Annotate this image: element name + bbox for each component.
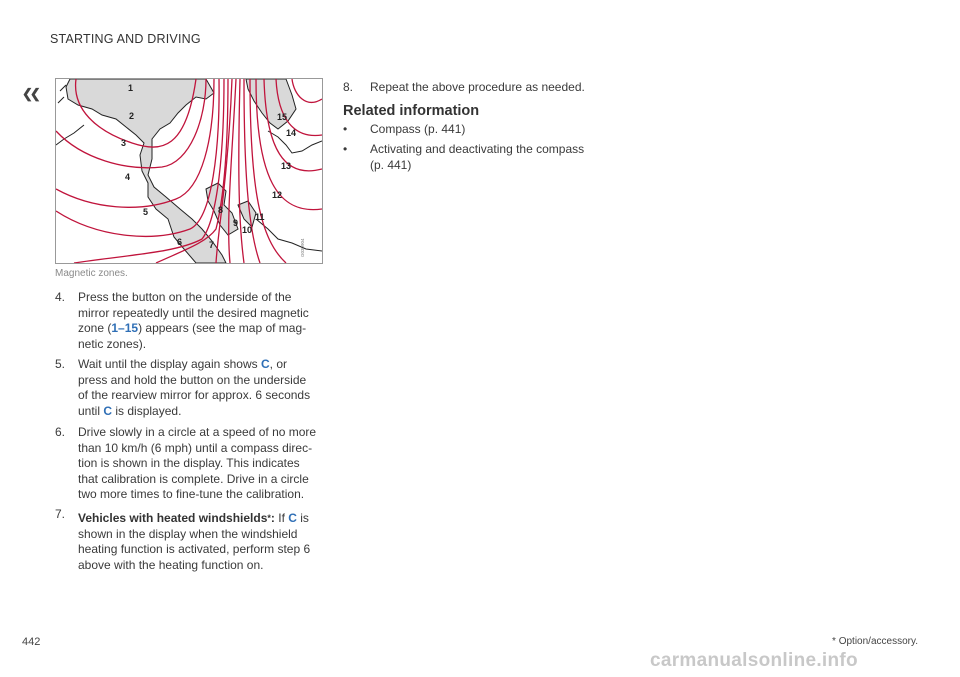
step-4 [55, 290, 330, 354]
step-line: above with the heating function on. [78, 557, 264, 572]
bullet: • [343, 142, 348, 156]
colon: : [270, 511, 275, 525]
page-header-title: STARTING AND DRIVING [50, 32, 201, 46]
zone-label: 6 [177, 237, 183, 247]
step-line: than 10 km/h (6 mph) until a compass direc- [78, 440, 313, 455]
zone-label: 15 [277, 112, 288, 122]
zone-line [292, 79, 322, 102]
step-line [78, 321, 309, 337]
step-line: heating function is activated, perform step 6 [78, 542, 311, 556]
zone-line [229, 79, 239, 263]
step-line: Press the button on the underside of the [78, 290, 292, 304]
zone-label: 8 [218, 205, 224, 215]
double-chevron-left-icon[interactable]: ❮❮ [22, 86, 38, 101]
map-coast-east [256, 131, 322, 251]
step-line [78, 404, 310, 420]
text-run: ) appears (see the map of mag- [138, 321, 307, 335]
related-line: Activating and deactivating the compass [370, 142, 585, 156]
text-run: is displayed. [112, 403, 182, 418]
step-number: 5. [55, 357, 66, 371]
step-line: Repeat the above procedure as needed. [370, 80, 585, 94]
zone-label: 3 [121, 138, 127, 148]
step-line: shown in the display when the windshield [78, 526, 298, 541]
display-c-highlight: C [260, 357, 270, 371]
step-line [78, 511, 310, 527]
related-item[interactable] [343, 142, 623, 176]
step-number: 6. [55, 425, 66, 439]
text-run: If [274, 511, 289, 525]
zone-label: 2 [129, 111, 135, 121]
figure-caption: Magnetic zones. [55, 268, 128, 279]
related-line: (p. 441) [370, 157, 412, 172]
zone-label: 5 [143, 207, 149, 217]
step-7 [55, 507, 330, 575]
zone-label: 11 [255, 212, 265, 222]
step-number: 7. [55, 507, 66, 521]
zone-label: 4 [125, 172, 131, 182]
step-line: of the rearview mirror for approx. 6 seconds [78, 388, 311, 402]
page-number: 442 [22, 636, 41, 648]
map-landmass-north-america [66, 79, 226, 263]
step-line: tion is shown in the display. This indicates [78, 456, 300, 470]
figure-image-code: G030904 [300, 238, 305, 257]
related-link-compass[interactable]: Compass (p. 441) [370, 122, 466, 136]
magnetic-zones-map [55, 78, 323, 264]
text-run: Wait until the display again shows [78, 357, 261, 371]
step-text [78, 511, 310, 573]
text-run: until [78, 403, 104, 418]
zone-label: 10 [242, 225, 253, 235]
step-line: that calibration is complete. Drive in a circle [78, 471, 309, 486]
step-5 [55, 357, 330, 421]
zone-range-highlight: 1–15 [111, 321, 139, 335]
related-information-heading: Related information [343, 103, 480, 119]
related-item[interactable] [343, 122, 623, 140]
text-run: , or [269, 357, 287, 371]
magnetic-zones-map-svg [56, 79, 322, 263]
step-line [78, 357, 310, 373]
zone-label: 14 [286, 128, 297, 138]
display-c-highlight: C [288, 511, 297, 525]
step-text [78, 357, 310, 419]
zone-label: 12 [272, 190, 283, 200]
step-text [370, 80, 585, 96]
zone-label: 7 [209, 240, 215, 250]
step-line: Drive slowly in a circle at a speed of no more [78, 425, 317, 439]
footnote: * Option/accessory. [832, 636, 918, 647]
step-line: press and hold the button on the underside [78, 372, 307, 387]
step-line: two more times to fine-tune the calibration. [78, 487, 305, 501]
step-line: mirror repeatedly until the desired magnetic [78, 305, 309, 320]
step-number: 8. [343, 80, 354, 94]
related-link-activating-compass[interactable] [370, 142, 584, 173]
step-number: 4. [55, 290, 66, 304]
step-6 [55, 425, 330, 505]
text-run: zone ( [78, 321, 112, 335]
step-text [78, 290, 309, 352]
zone-label: 13 [281, 161, 292, 171]
text-run: is [296, 511, 309, 525]
bold-lead: Vehicles with heated windshields [78, 511, 268, 525]
zone-line [239, 79, 244, 263]
step-line: netic zones). [78, 336, 147, 351]
step-8 [343, 80, 623, 98]
display-c-highlight: C [103, 403, 113, 418]
watermark: carmanualsonline.info [650, 650, 858, 671]
asterisk-mark: * [267, 513, 271, 523]
bullet: • [343, 122, 348, 136]
zone-label: 9 [233, 218, 239, 228]
zone-label: 1 [128, 83, 134, 93]
step-text [78, 425, 316, 503]
